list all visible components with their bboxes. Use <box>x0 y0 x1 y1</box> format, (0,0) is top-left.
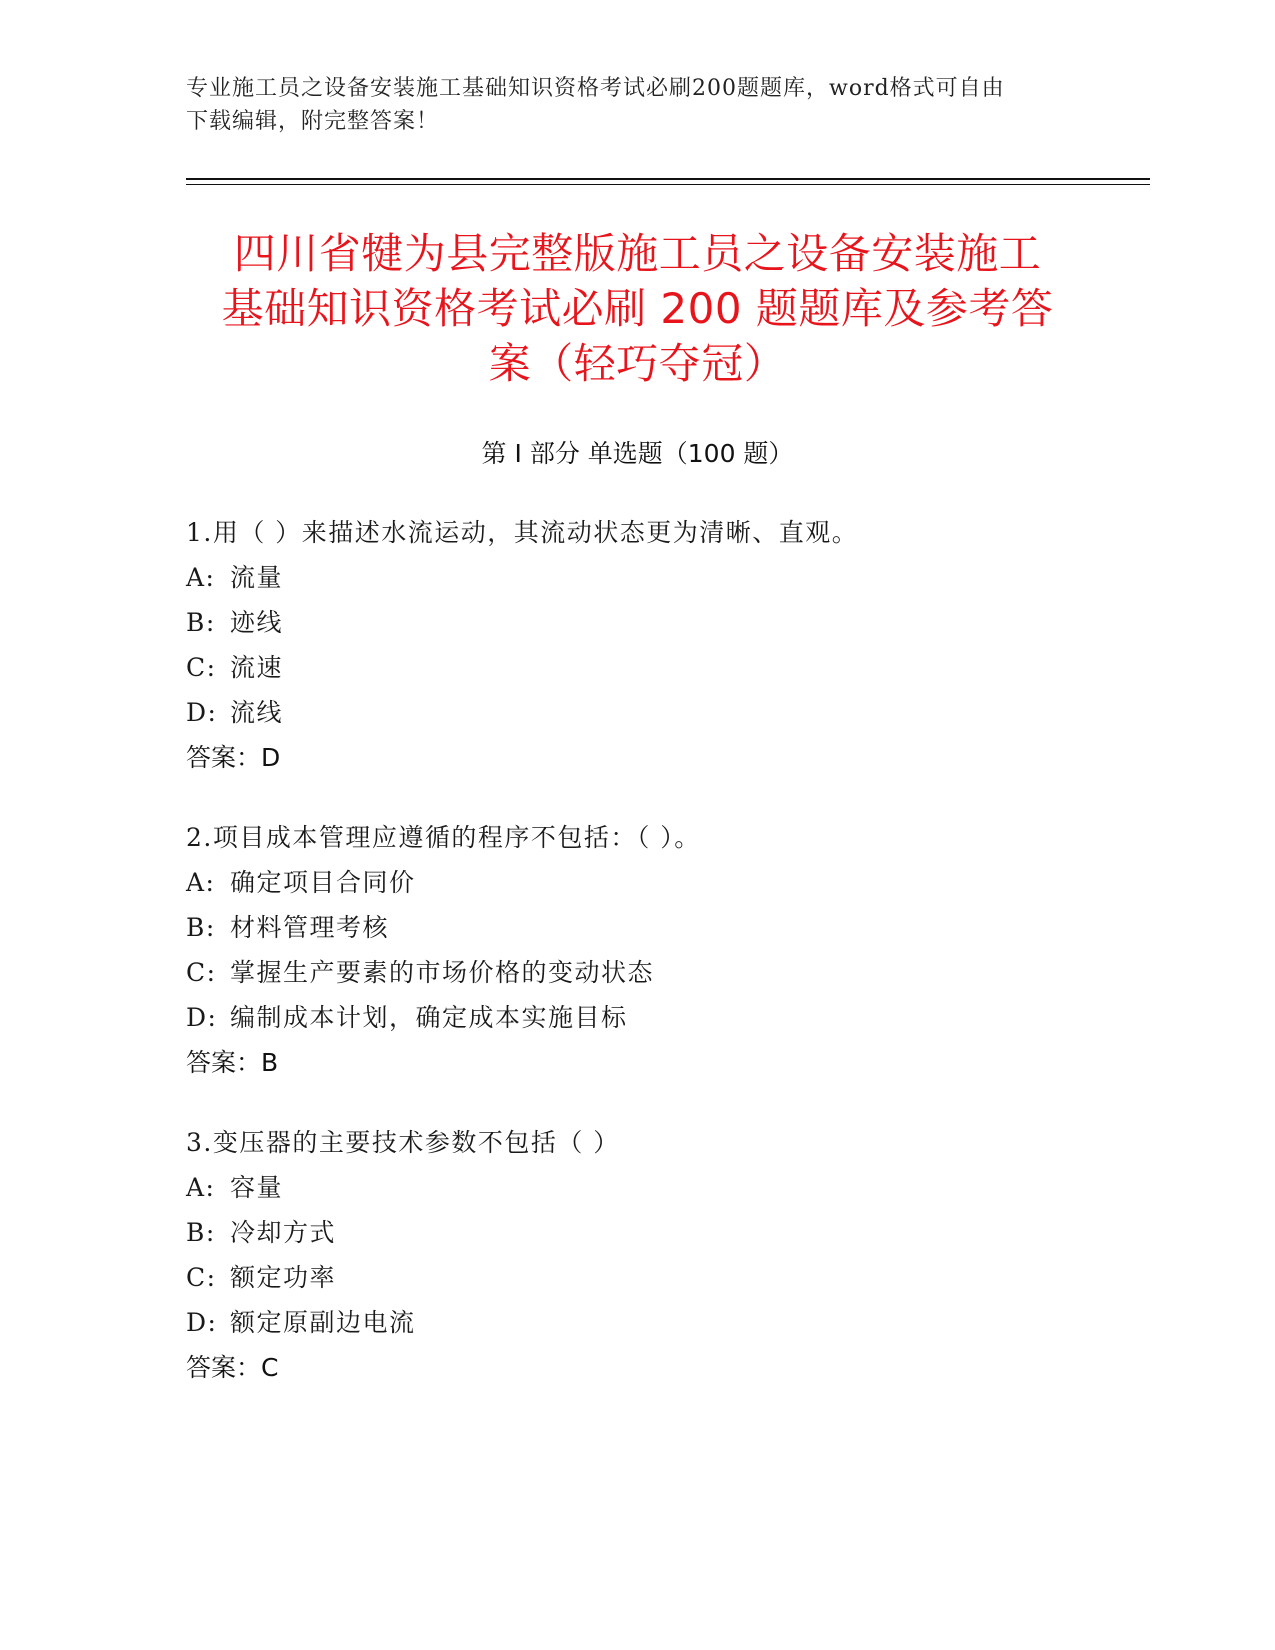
option-a <box>186 1165 1146 1210</box>
option-letter: D: <box>186 1003 218 1032</box>
header-note-line-2: 下载编辑，附完整答案！ <box>186 109 440 134</box>
section-title: 第 I 部分 单选题（100 题） <box>481 439 794 468</box>
option-b <box>186 1210 1146 1255</box>
header-divider-thick <box>186 178 1150 180</box>
option-text: 编制成本计划，确定成本实施目标 <box>230 1003 628 1032</box>
option-b <box>186 905 1146 950</box>
option-text: 容量 <box>230 1173 284 1202</box>
header-divider-thin <box>186 184 1150 185</box>
answer-line: 答案：B <box>186 1048 279 1077</box>
option-letter: D: <box>186 1308 218 1337</box>
option-a <box>186 555 1146 600</box>
option-letter: A: <box>186 563 216 592</box>
option-text: 流线 <box>230 698 284 727</box>
question-block <box>186 1120 1146 1390</box>
header-note-line-1: 专业施工员之设备安装施工基础知识资格考试必刷200题题库，word格式可自由 <box>186 76 1005 101</box>
document-title-line-2: 基础知识资格考试必刷 200 题题库及参考答 <box>221 284 1054 333</box>
option-text: 确定项目合同价 <box>230 868 416 897</box>
option-text: 材料管理考核 <box>230 913 390 942</box>
document-title-line-1: 四川省犍为县完整版施工员之设备安装施工 <box>233 229 1042 278</box>
option-letter: C: <box>186 958 217 987</box>
option-text: 迹线 <box>230 608 284 637</box>
option-c <box>186 950 1146 995</box>
option-b <box>186 600 1146 645</box>
option-text: 额定功率 <box>230 1263 337 1292</box>
document-title <box>160 226 1115 391</box>
option-letter: C: <box>186 1263 217 1292</box>
option-letter: A: <box>186 868 216 897</box>
option-letter: C: <box>186 653 217 682</box>
option-letter: B: <box>186 1218 216 1247</box>
question-block <box>186 510 1146 780</box>
option-text: 流量 <box>230 563 284 592</box>
document-title-line-3: 案（轻巧夺冠） <box>488 339 787 388</box>
option-d <box>186 995 1146 1040</box>
option-letter: D: <box>186 698 218 727</box>
option-d <box>186 690 1146 735</box>
question-stem: 2.项目成本管理应遵循的程序不包括：（ ）。 <box>186 823 701 852</box>
option-letter: B: <box>186 608 216 637</box>
option-letter: B: <box>186 913 216 942</box>
option-letter: A: <box>186 1173 216 1202</box>
answer-line: 答案：C <box>186 1353 279 1382</box>
question-stem: 3.变压器的主要技术参数不包括（ ） <box>186 1128 620 1157</box>
question-stem: 1.用（ ）来描述水流运动，其流动状态更为清晰、直观。 <box>186 518 859 547</box>
option-text: 额定原副边电流 <box>230 1308 416 1337</box>
option-c <box>186 645 1146 690</box>
option-d <box>186 1300 1146 1345</box>
answer-line: 答案：D <box>186 743 281 772</box>
option-text: 流速 <box>230 653 284 682</box>
option-c <box>186 1255 1146 1300</box>
option-text: 掌握生产要素的市场价格的变动状态 <box>230 958 655 987</box>
option-text: 冷却方式 <box>230 1218 337 1247</box>
question-block <box>186 815 1146 1085</box>
header-note <box>186 72 1066 138</box>
option-a <box>186 860 1146 905</box>
